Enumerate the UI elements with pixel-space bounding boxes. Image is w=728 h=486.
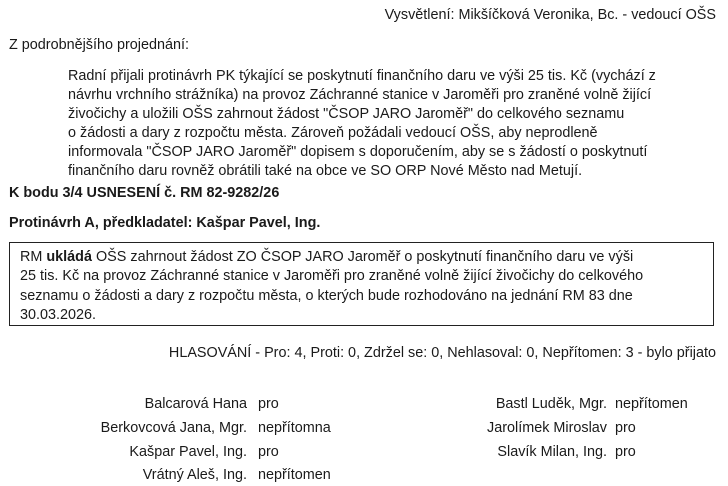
voter-vote: pro: [258, 444, 279, 460]
voter-name: Balcarová Hana: [144, 396, 247, 412]
voter-vote: nepřítomen: [615, 396, 688, 412]
voter-name: Kašpar Pavel, Ing.: [129, 444, 247, 460]
voting-summary: HLASOVÁNÍ - Pro: 4, Proti: 0, Zdržel se: 0, Nehlasoval: 0, Nepřítomen: 3 - bylo přijato: [168, 345, 716, 361]
voter-name: Vrátný Aleš, Ing.: [142, 467, 247, 483]
resolution-keyword: ukládá: [46, 249, 92, 265]
paragraph-line: Radní přijali protinávrh PK týkající se poskytnutí finančního daru ve výši 25 tis. Kč (vychází z: [68, 68, 656, 84]
paragraph-line: o žádosti a dary z rozpočtu města. Zároveň požádali vedoucí OŠS, aby neprodleně: [68, 125, 598, 141]
resolution-prefix: RM: [20, 249, 47, 265]
resolution-box-line: 25 tis. Kč na provoz Záchranné stanice v Jaroměři pro zraněné volně žijící živočichy do celkového: [20, 268, 644, 285]
voter-name: Berkovcová Jana, Mgr.: [100, 420, 247, 436]
explanation-line: Vysvětlení: Mikšíčková Veronika, Bc. - vedoucí OŠS: [384, 7, 716, 23]
resolution-box-line: seznamu o žádosti a dary z rozpočtu města, o kterých bude rozhodováno na jednání RM 83 dne: [20, 287, 633, 304]
paragraph-line: návrhu vrchního strážníka) na provoz Záchranné stanice v Jaroměři pro zraněné volně žijící: [68, 87, 652, 103]
paragraph-line: informovala "ČSOP JARO Jaroměř" dopisem s doporučením, aby se s žádostí o poskytnutí: [68, 144, 648, 160]
voter-vote: nepřítomen: [258, 467, 331, 483]
paragraph-line: finančního daru rovněž obrátili také na obce ve SO ORP Nové Město nad Metují.: [68, 163, 583, 179]
voter-name: Slavík Milan, Ing.: [497, 444, 607, 460]
discussion-paragraph: [68, 67, 722, 181]
voter-name: Bastl Luděk, Mgr.: [495, 396, 607, 412]
voter-name: Jarolímek Miroslav: [487, 420, 607, 436]
paragraph-line: živočichy a uložili OŠS zahrnout žádost "ČSOP JARO Jaroměř" do celkového seznamu: [68, 106, 625, 122]
resolution-box-line: 30.03.2026.: [20, 306, 97, 323]
resolution-box-line: [20, 248, 703, 267]
voter-vote: pro: [615, 444, 636, 460]
discussion-intro: Z podrobnějšího projednání:: [9, 37, 190, 53]
voter-vote: pro: [258, 396, 279, 412]
resolution-heading: K bodu 3/4 USNESENÍ č. RM 82-9282/26: [9, 185, 280, 201]
voter-vote: pro: [615, 420, 636, 436]
resolution-line1-rest: OŠS zahrnout žádost ZO ČSOP JARO Jaroměř o poskytnutí finančního daru ve výši: [91, 249, 634, 265]
resolution-box: [9, 242, 714, 326]
counterproposal-heading: Protinávrh A, předkladatel: Kašpar Pavel, Ing.: [9, 215, 321, 231]
voter-vote: nepřítomna: [258, 420, 331, 436]
